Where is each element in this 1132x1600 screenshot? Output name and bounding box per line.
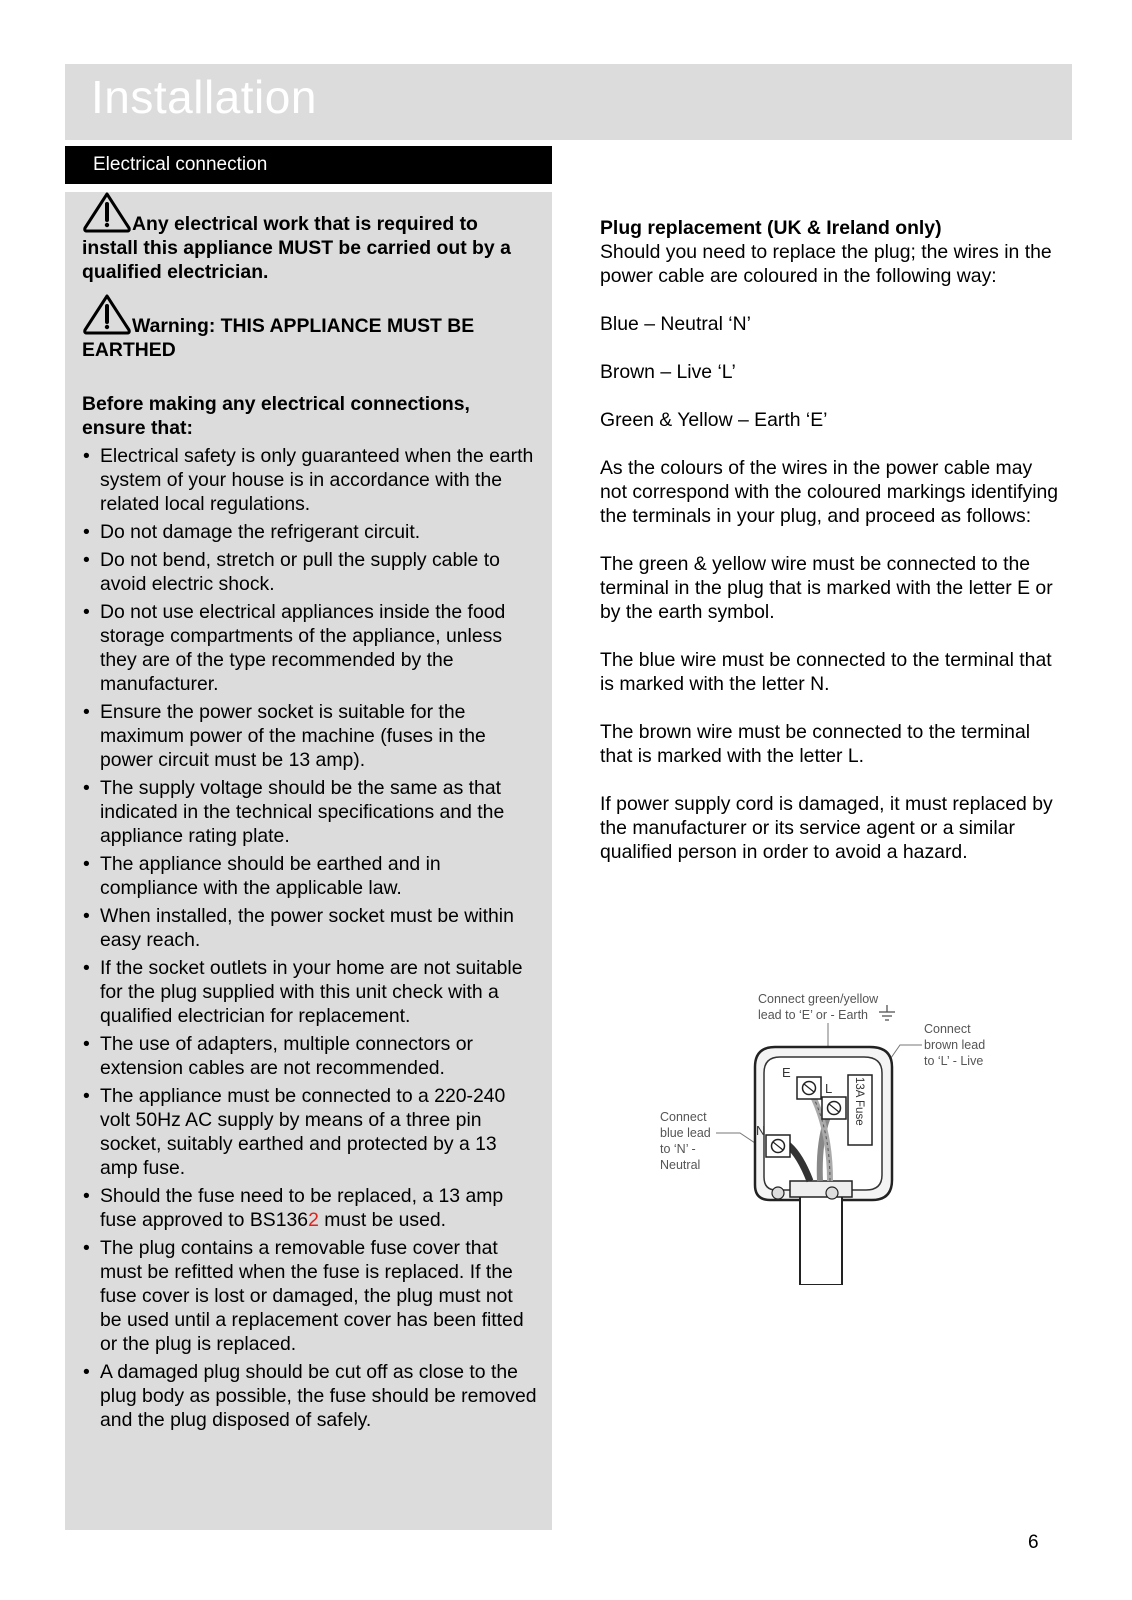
paragraph: Brown – Live ‘L’: [600, 361, 736, 383]
fuse-text-after: must be used.: [318, 1209, 447, 1231]
warning-triangle-icon: [82, 294, 132, 336]
list-item: • A damaged plug should be cut off as close to the plug body as possible, the fuse should be removed and the plug disposed of safely.: [82, 1360, 537, 1432]
requirements-list: [82, 444, 537, 1432]
list-item: • Do not damage the refrigerant circuit.: [82, 520, 537, 544]
warning-block-2: [82, 294, 537, 362]
paragraph: Should you need to replace the plug; the wires in the power cable are coloured in the following way:: [600, 241, 1052, 287]
fuse-text-before: Should the fuse need to be replaced, a 13 amp fuse approved to BS136: [100, 1185, 504, 1231]
paragraph: As the colours of the wires in the power cable may not correspond with the coloured markings identifying the terminals in your plug, and proceed as follows:: [600, 457, 1059, 527]
neutral-label-line1: Connect: [660, 1110, 707, 1124]
list-item: • Ensure the power socket is suitable for the maximum power of the machine (fuses in the power circuit must be 13 amp).: [82, 700, 537, 772]
screw-right: [826, 1187, 838, 1199]
list-item: • The appliance must be connected to a 220-240 volt 50Hz AC supply by means of a three pin socket, suitably earthed and protected by a 13 amp fuse.: [82, 1084, 537, 1180]
plug-replacement-heading: Plug replacement (UK & Ireland only): [600, 217, 942, 239]
neutral-label-line3: to ‘N’ -: [660, 1142, 696, 1156]
list-item-fuse: [82, 1184, 537, 1232]
warning-triangle-icon: [82, 192, 132, 234]
section-heading-bar: [65, 146, 552, 184]
paragraph: Green & Yellow – Earth ‘E’: [600, 409, 828, 431]
list-item: • The use of adapters, multiple connectors or extension cables are not recommended.: [82, 1032, 537, 1080]
live-label-line3: to ‘L’ - Live: [924, 1054, 984, 1068]
section-title: Electrical connection: [93, 154, 268, 175]
list-item: • Electrical safety is only guaranteed when the earth system of your house is in accordance with the related local regulations.: [82, 444, 537, 516]
header-bar: [65, 64, 1072, 140]
list-item: • The supply voltage should be the same as that indicated in the technical specifications and the appliance rating plate.: [82, 776, 537, 848]
paragraph: The brown wire must be connected to the terminal that is marked with the letter L.: [600, 721, 1031, 767]
fuse-text-highlight: 2: [308, 1209, 319, 1231]
screw-left: [772, 1187, 784, 1199]
page-number: 6: [1028, 1532, 1039, 1553]
list-item: • If the socket outlets in your home are not suitable for the plug supplied with this unit check with a qualified electrician for replacement.: [82, 956, 537, 1028]
paragraph: The green & yellow wire must be connected to the terminal in the plug that is marked with the letter E or by the earth symbol.: [600, 553, 1053, 623]
neutral-label-line2: blue lead: [660, 1126, 711, 1140]
list-item: • The plug contains a removable fuse cover that must be refitted when the fuse is replaced. If the fuse cover is lost or damaged, the plug must not be used until a replacement cover has been fitted or the plug is replaced.: [82, 1236, 537, 1356]
list-item: • The appliance should be earthed and in compliance with the applicable law.: [82, 852, 537, 900]
cord-grip: [790, 1181, 852, 1197]
right-column: [600, 216, 1060, 888]
fuse-label: 13A Fuse: [853, 1077, 865, 1126]
terminal-n-label: N: [756, 1123, 766, 1138]
paragraph: If power supply cord is damaged, it must replaced by the manufacturer or its service agent or a similar qualified person in order to avoid a hazard.: [600, 793, 1053, 863]
list-item: • Do not use electrical appliances inside the food storage compartments of the appliance, unless they are of the type recommended by the manufacturer.: [82, 600, 537, 696]
live-label-line2: brown lead: [924, 1038, 986, 1052]
live-label-line1: Connect: [924, 1022, 971, 1036]
page-title: Installation: [91, 71, 317, 123]
power-cable: [800, 1185, 842, 1285]
warning-block-1: [82, 192, 537, 284]
neutral-label-line4: Neutral: [660, 1158, 701, 1172]
warning-text-2: Warning: THIS APPLIANCE MUST BE EARTHED: [82, 315, 475, 361]
list-item: • When installed, the power socket must be within easy reach.: [82, 904, 537, 952]
list-item: • Do not bend, stretch or pull the supply cable to avoid electric shock.: [82, 548, 537, 596]
terminal-e-label: E: [782, 1065, 791, 1080]
paragraph: The blue wire must be connected to the terminal that is marked with the letter N.: [600, 649, 1052, 695]
earth-label-line1: Connect green/yellow: [758, 992, 879, 1006]
terminal-l-label: L: [825, 1081, 833, 1096]
left-content: [82, 192, 537, 1436]
plug-wiring-diagram: [660, 985, 1000, 1285]
earth-symbol-icon: [879, 1005, 895, 1020]
paragraph: Blue – Neutral ‘N’: [600, 313, 751, 335]
intro-text: Before making any electrical connections, ensure that:: [82, 393, 470, 439]
warning-text-1: Any electrical work that is required to install this appliance MUST be carried out by a qualified electrician.: [82, 213, 511, 283]
left-panel: [65, 192, 552, 1530]
earth-label-line2: lead to ‘E’ or - Earth: [758, 1008, 869, 1022]
